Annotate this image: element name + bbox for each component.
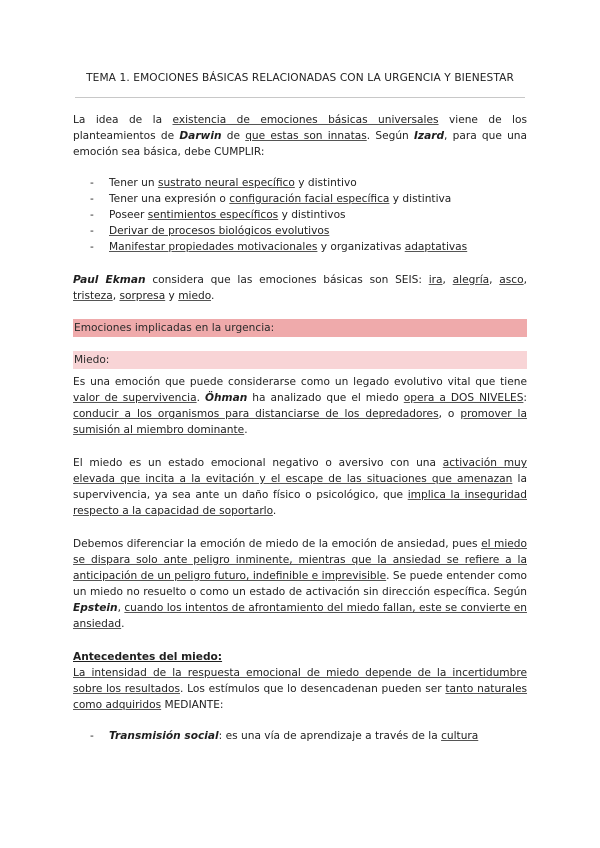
underlined-phrase: sorpresa bbox=[119, 290, 166, 302]
subsection-heading-miedo: Miedo: bbox=[73, 351, 527, 369]
underlined-phrase: conducir a los organismos para distanciarse de los depredadores bbox=[73, 408, 439, 420]
text-run: y distintivo bbox=[294, 177, 357, 189]
text-run: ha analizado que el miedo bbox=[247, 392, 404, 404]
underlined-phrase: cultura bbox=[441, 730, 479, 742]
emphasized-name: Transmisión social bbox=[109, 730, 219, 742]
list-item bbox=[73, 191, 527, 207]
underlined-phrase: opera a DOS NIVELES bbox=[403, 392, 524, 404]
text-run: la supervivencia, ya sea ante un daño físico o psicológico, que bbox=[73, 473, 527, 501]
antecedentes-paragraph bbox=[73, 665, 527, 713]
underlined-phrase: tristeza bbox=[73, 290, 113, 302]
emphasized-name: Epstein bbox=[73, 602, 118, 614]
miedo-paragraph-2 bbox=[73, 455, 527, 519]
underlined-phrase: cuando los intentos de afrontamiento del miedo fallan, este se convierte en ansiedad bbox=[73, 602, 527, 630]
text-run: . bbox=[244, 424, 248, 436]
text-run: y distintivos bbox=[278, 209, 346, 221]
document-title: TEMA 1. EMOCIONES BÁSICAS RELACIONADAS CON LA URGENCIA Y BIENESTAR bbox=[86, 72, 514, 84]
underlined-phrase: tanto naturales como adquiridos bbox=[73, 683, 528, 711]
underlined-phrase: valor de supervivencia bbox=[73, 392, 197, 404]
text-run: . bbox=[196, 392, 205, 404]
emphasized-name: Öhman bbox=[205, 392, 248, 404]
text-run: , bbox=[112, 290, 120, 302]
underlined-phrase: que estas son innatas bbox=[245, 130, 367, 142]
text-run: , bbox=[117, 602, 125, 614]
ekman-paragraph bbox=[73, 272, 527, 304]
underlined-phrase: activación muy elevada que incita a la evitación y el escape de las situaciones que amenazan bbox=[73, 457, 527, 485]
emphasized-name: Paul Ekman bbox=[73, 274, 146, 286]
antecedentes-list bbox=[73, 728, 527, 744]
list-item bbox=[73, 207, 527, 223]
text-run: . bbox=[272, 505, 277, 517]
underlined-phrase: existencia de emociones básicas universales bbox=[172, 114, 439, 126]
list-item bbox=[73, 175, 527, 191]
list-item bbox=[73, 239, 527, 255]
text-run: . Según bbox=[366, 130, 414, 142]
text-run: , o bbox=[438, 408, 461, 420]
text-run: , bbox=[442, 274, 453, 286]
text-run: La idea de la bbox=[73, 114, 173, 126]
underlined-phrase: La intensidad de la respuesta emocional de miedo depende de la incertidumbre sobre los resultados bbox=[73, 667, 527, 695]
underlined-phrase: configuración facial específica bbox=[229, 193, 390, 205]
underlined-phrase: asco bbox=[499, 274, 524, 286]
underlined-phrase: alegría bbox=[452, 274, 490, 286]
text-run: Tener un bbox=[109, 177, 158, 189]
underlined-phrase: Manifestar propiedades motivacionales bbox=[109, 241, 318, 253]
underlined-phrase: implica la inseguridad respecto a la capacidad de soportarlo bbox=[73, 489, 527, 517]
text-run: . bbox=[211, 290, 215, 302]
text-run: . bbox=[121, 618, 125, 630]
text-run: Tener una expresión o bbox=[109, 193, 230, 205]
antecedentes-heading: Antecedentes del miedo: bbox=[73, 651, 223, 663]
emphasized-name: Izard bbox=[413, 130, 445, 142]
list-item bbox=[73, 728, 527, 744]
text-run: , bbox=[489, 274, 500, 286]
text-run: y organizativas bbox=[317, 241, 405, 253]
criteria-list bbox=[73, 175, 527, 255]
text-run: Es una emoción que puede considerarse como un legado evolutivo vital que tiene bbox=[73, 376, 527, 388]
text-run: MEDIANTE: bbox=[161, 699, 224, 711]
section-heading-urgencia: Emociones implicadas en la urgencia: bbox=[73, 319, 527, 337]
text-run: Debemos diferenciar la emoción de miedo de la emoción de ansiedad, pues bbox=[73, 538, 482, 550]
document-body bbox=[73, 112, 527, 761]
list-item bbox=[73, 223, 527, 239]
text-run: . Se puede entender como un miedo no resuelto o como un estado de activación sin dirección específica. Según bbox=[73, 570, 527, 598]
text-run: , para que una emoción sea básica, debe CUMPLIR: bbox=[73, 130, 528, 158]
text-run: considera que las emociones básicas son SEIS: bbox=[145, 274, 429, 286]
text-run: : bbox=[523, 392, 527, 404]
text-run: , bbox=[523, 274, 527, 286]
underlined-phrase: adaptativas bbox=[404, 241, 468, 253]
text-run: El miedo es un estado emocional negativo o aversivo con una bbox=[73, 457, 443, 469]
miedo-paragraph-3 bbox=[73, 536, 527, 632]
underlined-phrase: ira bbox=[428, 274, 443, 286]
text-run: y distintiva bbox=[389, 193, 452, 205]
underlined-phrase: sustrato neural específico bbox=[157, 177, 295, 189]
emphasized-name: Darwin bbox=[179, 130, 222, 142]
underlined-phrase: miedo bbox=[178, 290, 212, 302]
text-run: . Los estímulos que lo desencadenan pueden ser bbox=[180, 683, 446, 695]
text-run: viene de los planteamientos de bbox=[73, 114, 528, 142]
title-divider bbox=[75, 97, 525, 98]
underlined-phrase: el miedo se dispara solo ante peligro inminente, mientras que la ansiedad se refiere a la anticipación de un peligro futuro, indefinible e imprevisible bbox=[73, 538, 527, 582]
underlined-phrase: promover la sumisión al miembro dominante bbox=[73, 408, 527, 436]
text-run: : es una vía de aprendizaje a través de la bbox=[218, 730, 442, 742]
text-run: y bbox=[165, 290, 179, 302]
underlined-phrase: sentimientos específicos bbox=[147, 209, 279, 221]
text-run: de bbox=[221, 130, 246, 142]
underlined-phrase: Derivar de procesos biológicos evolutivos bbox=[109, 225, 330, 237]
intro-paragraph bbox=[73, 112, 527, 160]
miedo-paragraph-1 bbox=[73, 374, 527, 438]
text-run: Poseer bbox=[109, 209, 148, 221]
